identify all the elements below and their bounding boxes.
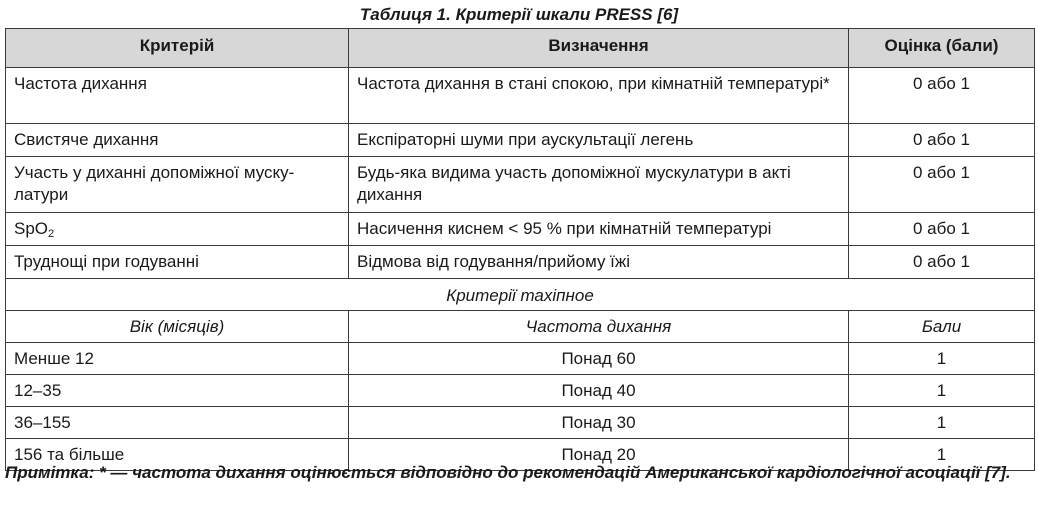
score-cell: 0 або 1 xyxy=(849,246,1035,279)
rate-cell: Понад 20 xyxy=(349,439,849,471)
tachypnea-title: Критерії тахіпное xyxy=(6,279,1035,311)
table-row xyxy=(6,157,1035,213)
rate-cell: Понад 30 xyxy=(349,407,849,439)
header-rate: Частота дихання xyxy=(349,311,849,343)
header-definition: Визначення xyxy=(349,29,849,68)
score-cell: 0 або 1 xyxy=(849,68,1035,124)
table-caption: Таблиця 1. Критерії шкали PRESS [6] xyxy=(359,5,679,24)
tachypnea-row xyxy=(6,343,1035,375)
tachypnea-section-row xyxy=(6,279,1035,311)
rate-cell: Понад 60 xyxy=(349,343,849,375)
score-cell: 0 або 1 xyxy=(849,213,1035,246)
definition-cell: Насичення киснем < 95 % при кімнатній температурі xyxy=(349,213,849,246)
definition-cell: Будь-яка видима участь допоміжної мускулатури в акті дихання xyxy=(349,157,849,213)
score-cell: 0 або 1 xyxy=(849,124,1035,157)
age-cell: 156 та більше xyxy=(6,439,349,471)
table-row xyxy=(6,68,1035,124)
definition-cell: Експіраторні шуми при аускультації легень xyxy=(349,124,849,157)
footnote: Примітка: * — частота дихання оцінюється відповідно до рекомендацій Американської кардіологічної асоціації [7]. xyxy=(5,463,1011,482)
spo2-subscript: 2 xyxy=(48,228,55,240)
age-cell: 12–35 xyxy=(6,375,349,407)
header-criterion: Критерій xyxy=(6,29,349,68)
tachypnea-row xyxy=(6,375,1035,407)
table-row xyxy=(6,213,1035,246)
header-score: Оцінка (бали) xyxy=(849,29,1035,68)
score-cell: 0 або 1 xyxy=(849,157,1035,213)
spo2-label: SpO xyxy=(14,219,49,238)
table-header-row xyxy=(6,29,1035,68)
criterion-cell: Свистяче дихання xyxy=(6,124,349,157)
points-cell: 1 xyxy=(849,375,1035,407)
tachypnea-header-row xyxy=(6,311,1035,343)
header-points: Бали xyxy=(849,311,1035,343)
definition-cell: Частота дихання в стані спокою, при кімнатній температурі* xyxy=(349,68,849,124)
definition-cell: Відмова від годування/прийому їжі xyxy=(349,246,849,279)
table-row xyxy=(6,124,1035,157)
points-cell: 1 xyxy=(849,343,1035,375)
criterion-cell: Частота дихання xyxy=(6,68,349,124)
press-criteria-table xyxy=(5,28,1035,471)
tachypnea-row xyxy=(6,407,1035,439)
rate-cell: Понад 40 xyxy=(349,375,849,407)
age-cell: 36–155 xyxy=(6,407,349,439)
points-cell: 1 xyxy=(849,407,1035,439)
criterion-cell: Участь у диханні допоміжної мускулатури xyxy=(6,157,349,213)
header-age: Вік (місяців) xyxy=(6,311,349,343)
criterion-cell: Труднощі при годуванні xyxy=(6,246,349,279)
age-cell: Менше 12 xyxy=(6,343,349,375)
points-cell: 1 xyxy=(849,439,1035,471)
table-row xyxy=(6,246,1035,279)
criterion-cell xyxy=(6,213,349,246)
